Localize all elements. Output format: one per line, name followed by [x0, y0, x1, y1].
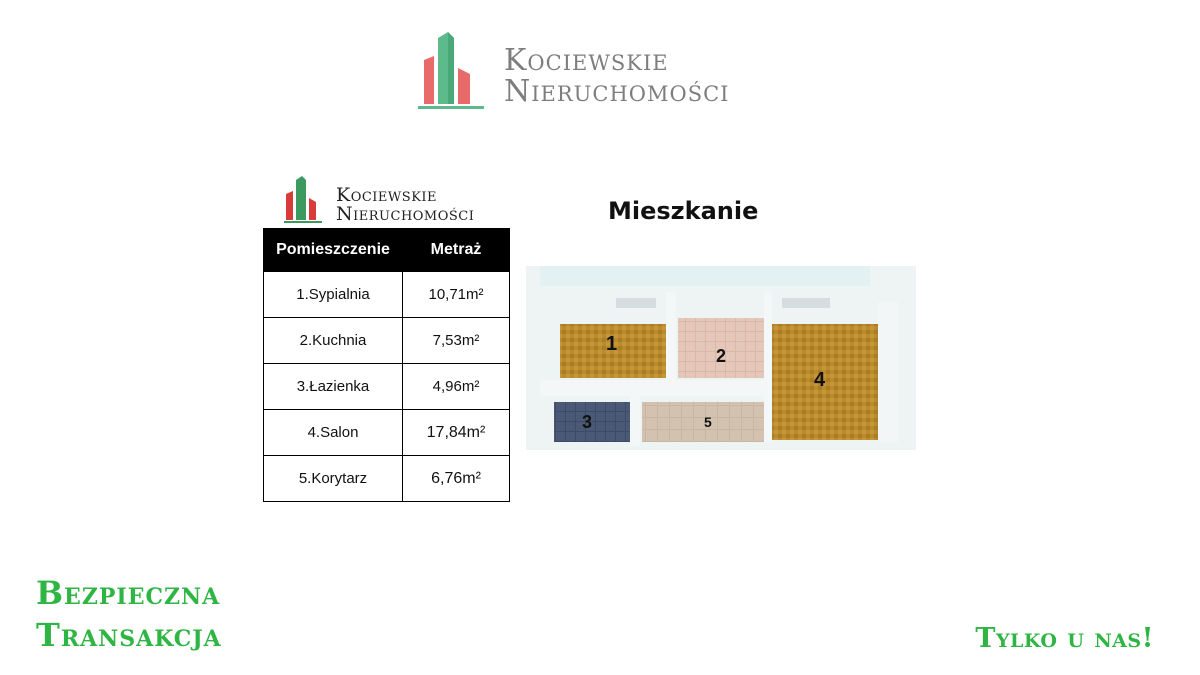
header-area: Metraż	[403, 229, 510, 272]
table-logo-text	[336, 186, 474, 224]
table-logo	[284, 176, 524, 226]
wall	[630, 396, 640, 446]
room-label-3: 3	[582, 412, 593, 432]
room-area: 4,96m²	[403, 364, 510, 410]
rooms-table	[263, 228, 510, 502]
floor-plan	[526, 262, 916, 462]
table-row	[264, 456, 510, 502]
room-area: 6,76m²	[403, 456, 510, 502]
table-row	[264, 410, 510, 456]
room-name: 2.Kuchnia	[264, 318, 403, 364]
buildings-logo-icon-small	[284, 176, 324, 224]
brand-line1: Kociewskie	[504, 43, 669, 78]
table-row	[264, 272, 510, 318]
room-1-window	[616, 298, 656, 308]
slogan-left-line2: Transakcja	[36, 616, 222, 654]
room-5-floor	[642, 402, 764, 442]
table-row	[264, 318, 510, 364]
room-label-2: 2	[716, 346, 727, 366]
plan-title: Mieszkanie	[608, 197, 759, 225]
wall	[764, 292, 772, 442]
slogan-right: Tylko u nas!	[975, 623, 1154, 654]
room-label-4: 4	[814, 369, 826, 391]
table-logo-line1: Kociewskie	[336, 184, 438, 206]
room-name: 1.Sypialnia	[264, 272, 403, 318]
room-name: 4.Salon	[264, 410, 403, 456]
room-area: 10,71m²	[403, 272, 510, 318]
room-name: 5.Korytarz	[264, 456, 403, 502]
wall	[666, 292, 676, 382]
buildings-logo-icon	[418, 30, 486, 112]
room-4-window	[782, 298, 830, 308]
wall	[878, 302, 898, 442]
plan-back-wall	[540, 266, 870, 286]
room-area: 7,53m²	[403, 318, 510, 364]
brand-line2: Nieruchomości	[504, 74, 730, 109]
room-area: 17,84m²	[403, 410, 510, 456]
wall	[540, 380, 772, 396]
table-row	[264, 364, 510, 410]
table-header-row	[264, 229, 510, 272]
slogan-left-line1: Bezpieczna	[36, 574, 221, 612]
top-logo	[418, 30, 798, 114]
table-logo-line2: Nieruchomości	[336, 203, 475, 225]
room-name: 3.Łazienka	[264, 364, 403, 410]
slogan-left	[36, 572, 222, 656]
top-logo-text	[504, 43, 730, 109]
room-label-5: 5	[704, 414, 712, 430]
room-label-1: 1	[606, 333, 618, 355]
header-room: Pomieszczenie	[264, 229, 403, 272]
